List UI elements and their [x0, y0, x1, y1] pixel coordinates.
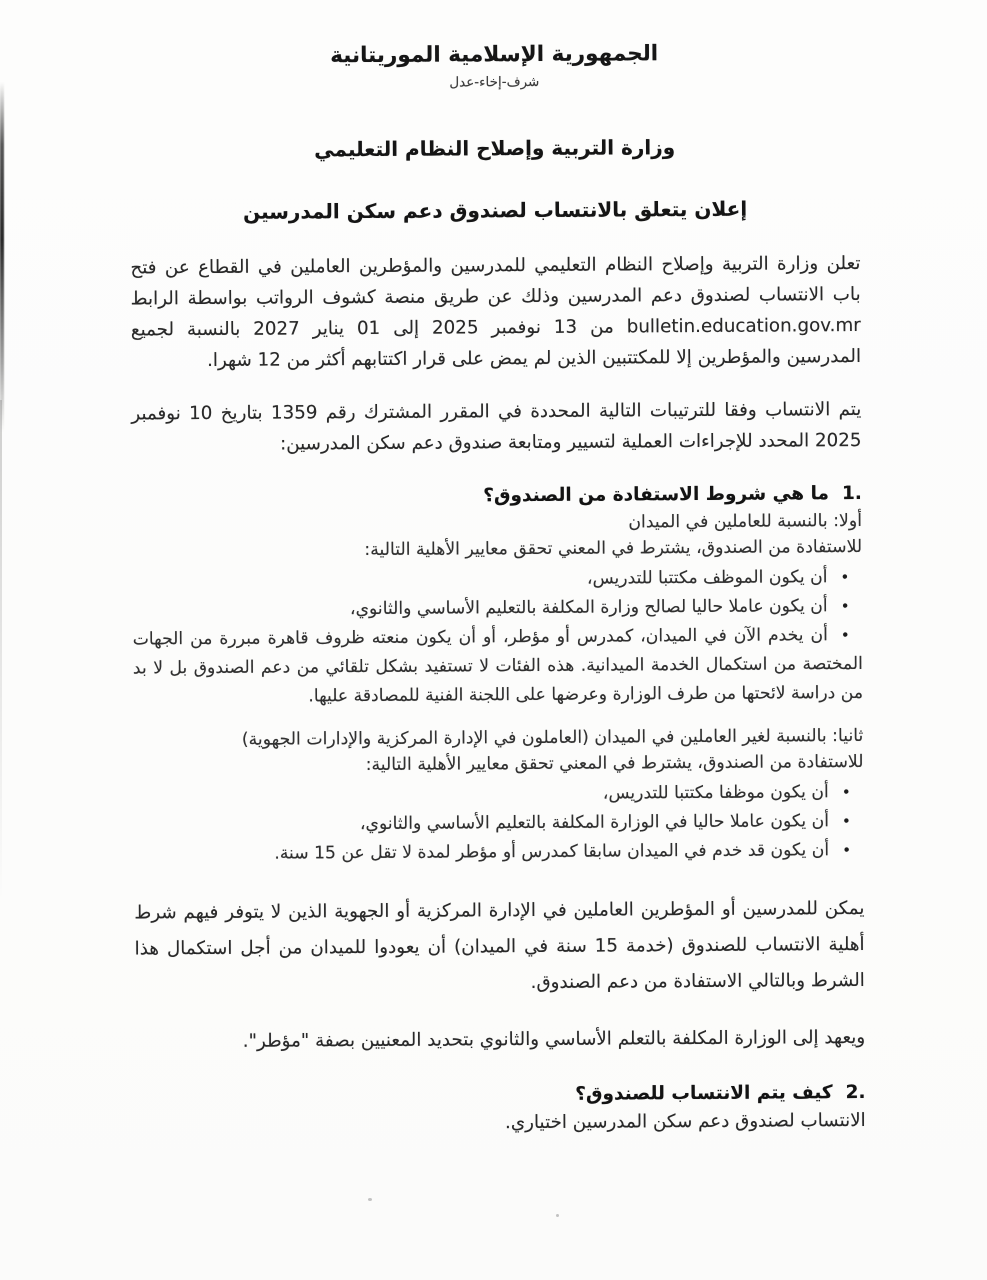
section-1-heading	[132, 480, 862, 511]
criteria-item: • أن يخدم الآن في الميدان، كمدرس أو مؤطر، أو أن يكون منعته ظروف قاهرة مبررة من الجهات المختصة من استكمال الخدمة الميدانية. هذه الفئات لا تستفيد بشكل تلقائي من دعم الصندوق بل لا بد من دراسة لائحتها من طرف الوزارة وعرضها على اللجنة الفنية للمصادقة عليها.	[133, 621, 864, 712]
intro-paragraph: تعلن وزارة التربية وإصلاح النظام التعليمي للمدرسين والمؤطرين العاملين في القطاع عن فتح باب الانتساب لصندوق دعم المدرسين وذلك عن طريق منصة كشوف الرواتب بواسطة الرابط bulletin.education.gov.mr من 13 نوفمبر 2025 إلى 01 يناير 2027 بالنسبة لجميع المدرسين والمؤطرين إلا للمكتتبين الذين لم يمض على قرار اكتتابهم أكثر من 12 شهرا.	[130, 252, 862, 371]
first-category-label: أولا: بالنسبة للعاملين في الميدان	[628, 510, 863, 533]
scan-speck	[368, 1198, 372, 1201]
return-to-field-paragraph: يمكن للمدرسين أو المؤطرين العاملين في الإدارة المركزية أو الجهوية الذين لا يتوفر فيهم شرط أهلية الانتساب للصندوق (خدمة 15 سنة في الميدان) أن يعودوا للميدان من أجل استكمال هذا الشرط وبالتالي الاستفادة من دعم الصندوق.	[134, 897, 865, 994]
announcement-title: إعلان يتعلق بالانتساب لصندوق دعم سكن المدرسين	[242, 196, 748, 224]
second-criteria-list	[134, 778, 865, 869]
scan-speck	[556, 1214, 559, 1217]
first-criteria-list	[132, 563, 863, 712]
country-title: الجمهورية الإسلامية الموريتانية	[330, 41, 659, 69]
scan-edge-artifact	[0, 82, 4, 432]
criteria-item: • أن يكون الموظف مكتتبا للتدريس،	[132, 563, 862, 596]
section-2-title: كيف يتم الانتساب للصندوق؟	[575, 1082, 833, 1105]
ministry-designation-paragraph: ويعهد إلى الوزارة المكلفة بالتعلم الأساسي والثانوي بتحديد المعنيين بصفة "مؤطر".	[242, 1026, 866, 1052]
criteria-item: • أن يكون عاملا حاليا في الوزارة المكلفة بالتعليم الأساسي والثانوي،	[134, 807, 864, 840]
criteria-item: • أن يكون موظفا مكتتبا للتدريس،	[134, 778, 864, 811]
second-category-label: ثانيا: بالنسبة لغير العاملين في الميدان (العاملون في الإدارة المركزية والإدارات الجهوية)	[241, 725, 864, 750]
document-content	[129, 28, 866, 1140]
ministry-name: وزارة التربية وإصلاح النظام التعليمي	[314, 135, 676, 162]
membership-optional-line: الانتساب لصندوق دعم سكن المدرسين اختياري.	[504, 1109, 866, 1134]
first-eligibility-intro: للاستفادة من الصندوق، يشترط في المعني تحقق معايير الأهلية التالية:	[364, 536, 863, 561]
section-2-number: 2.	[845, 1081, 866, 1104]
section-1-title: ما هي شروط الاستفادة من الصندوق؟	[483, 483, 830, 507]
section-1-number: 1.	[841, 482, 862, 505]
criteria-item: • أن يكون قد خدم في الميدان سابقا كمدرس أو مؤطر لمدة لا تقل عن 15 سنة.	[134, 836, 864, 869]
national-motto: شرف-إخاء-عدل	[449, 73, 540, 91]
criteria-item: • أن يكون عاملا حاليا لصالح وزارة المكلفة بالتعليم الأساسي والثانوي،	[132, 592, 862, 625]
scan-edge-artifact-faint	[0, 400, 2, 900]
arrangements-paragraph: يتم الانتساب وفقا للترتيبات التالية المحددة في المقرر المشترك رقم 1359 بتاريخ 10 نوفمبر 2025 المحدد للإجراءات العملية لتسيير ومتابعة صندوق دعم سكن المدرسين:	[131, 398, 862, 455]
second-eligibility-intro: للاستفادة من الصندوق، يشترط في المعني تحقق معايير الأهلية التالية:	[365, 751, 864, 776]
